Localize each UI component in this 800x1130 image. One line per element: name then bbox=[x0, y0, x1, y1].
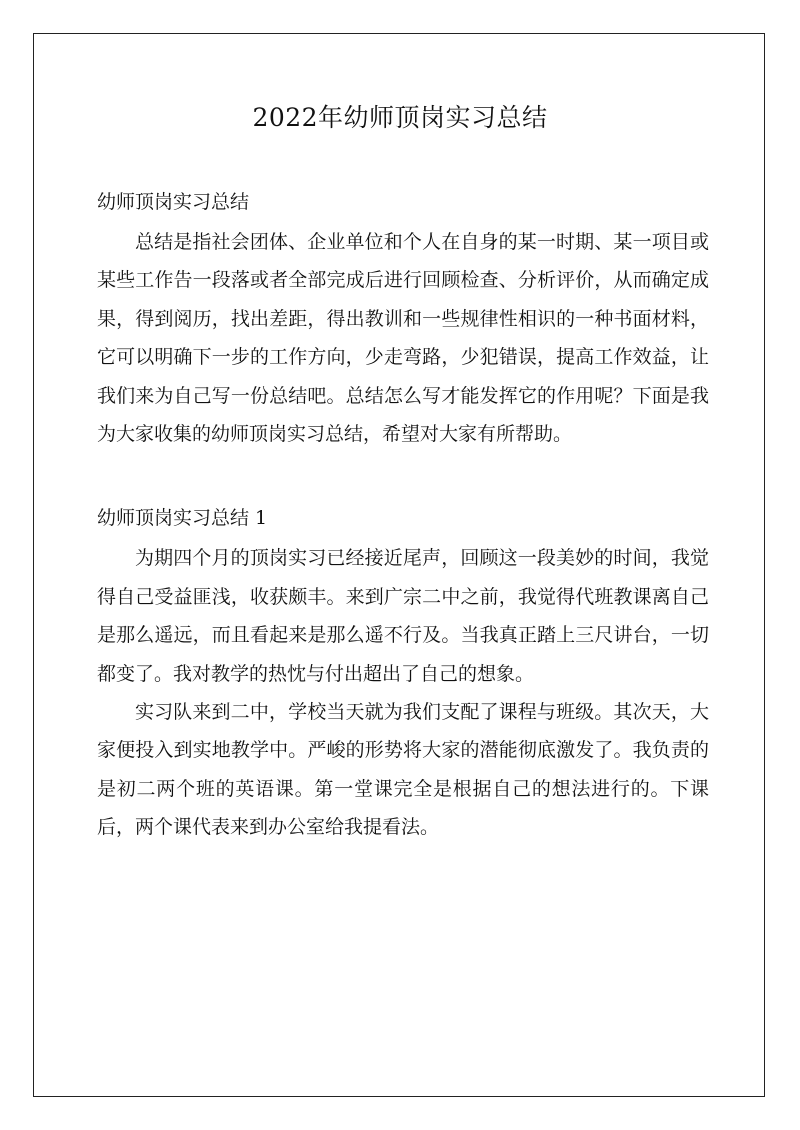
section-heading-intro: 幼师顶岗实习总结 bbox=[97, 191, 250, 213]
document-body bbox=[97, 185, 709, 847]
summary-1-paragraph-1: 为期四个月的顶岗实习已经接近尾声，回顾这一段美妙的时间，我觉得自己受益匪浅，收获颇丰。来到广宗二中之前，我觉得代班教课离自己是那么遥远，而且看起来是那么遥不行及。当我真正踏上三尺讲台，一切都变了。我对教学的热忱与付出超出了自己的想象。 bbox=[97, 547, 709, 685]
section-heading-summary-1: 幼师顶岗实习总结 1 bbox=[97, 507, 268, 530]
document-title: 2022年幼师顶岗实习总结 bbox=[252, 103, 548, 132]
intro-paragraph: 总结是指社会团体、企业单位和个人在自身的某一时期、某一项目或某些工作告一段落或者全部完成后进行回顾检查、分析评价，从而确定成果，得到阅历，找出差距，得出教训和一些规律性相识的一种书面材料，它可以明确下一步的工作方向，少走弯路，少犯错误，提高工作效益，让我们来为自己写一份总结吧。总结怎么写才能发挥它的作用呢？下面是我为大家收集的幼师顶岗实习总结，希望对大家有所帮助。 bbox=[97, 231, 709, 446]
summary-1-paragraph-2: 实习队来到二中，学校当天就为我们支配了课程与班级。其次天，大家便投入到实地教学中。严峻的形势将大家的潜能彻底激发了。我负责的是初二两个班的英语课。第一堂课完全是根据自己的想法进行的。下课后，两个课代表来到办公室给我提看法。 bbox=[97, 701, 709, 839]
section-gap bbox=[97, 453, 709, 501]
